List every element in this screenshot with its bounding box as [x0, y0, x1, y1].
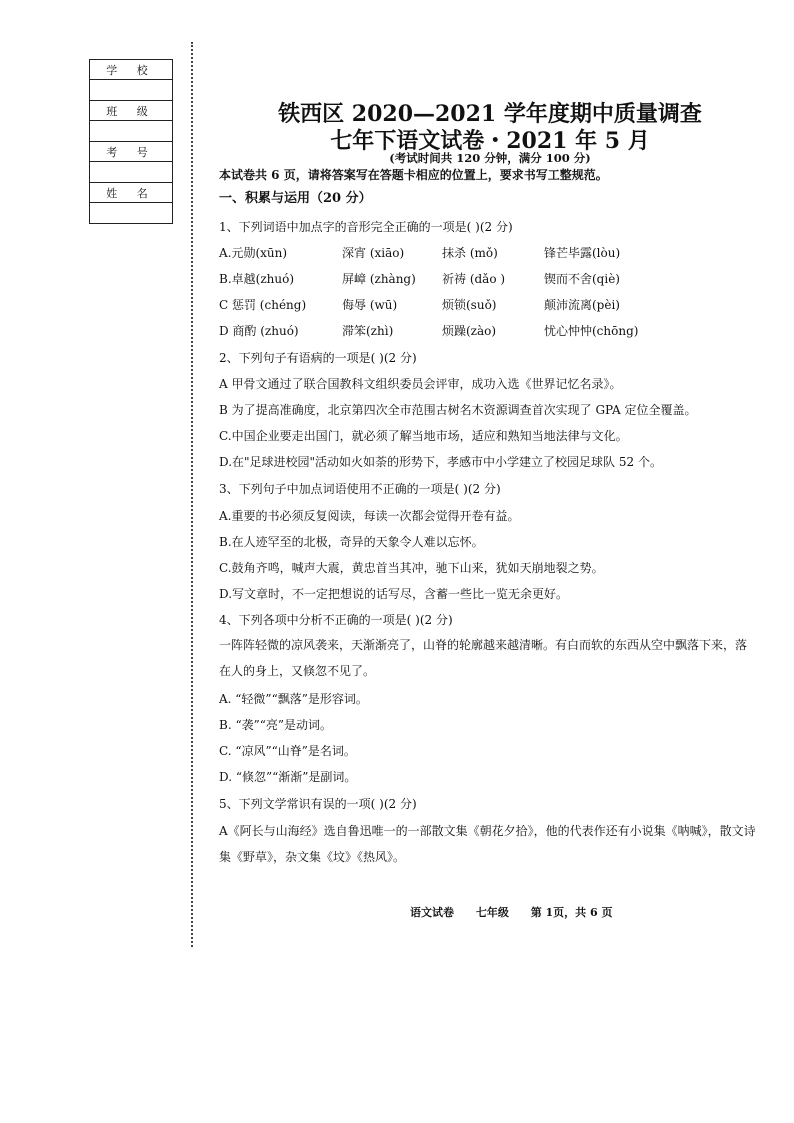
binding-cut-line — [191, 42, 193, 947]
q1-d-3: 烦躁(zào) — [442, 324, 497, 338]
q1-b-1: B.卓越(zhuó) — [219, 272, 295, 286]
exam-instructions: 本试卷共 6 页，请将答案写在答题卡相应的位置上，要求书写工整规范。 — [219, 168, 608, 182]
name-field[interactable] — [90, 203, 173, 224]
q3-option-d: D.写文章时，不一定把想说的话写尽，含蓄一些比一览无余更好。 — [219, 587, 569, 601]
q1-b-3: 祈祷 (dǎo ) — [442, 272, 506, 286]
footer-subject: 语文试卷 — [410, 906, 454, 919]
section1-heading: 一、积累与运用（20 分） — [219, 191, 372, 206]
exam-no-label: 考 号 — [90, 142, 173, 162]
exam-title-line2: 七年下语文试卷・2021 年 5 月 — [330, 128, 650, 154]
exam-title-line1: 铁西区 2020—2021 学年度期中质量调查 — [278, 101, 702, 127]
school-label: 学 校 — [90, 60, 173, 80]
q1-c-2: 侮辱 (wū) — [342, 298, 398, 312]
q3-option-a: A.重要的书必须反复阅读，每读一次都会觉得开卷有益。 — [219, 509, 520, 523]
q1-a-2: 深宵 (xiāo) — [342, 246, 405, 260]
class-label: 班 级 — [90, 101, 173, 121]
q4-passage: 一阵阵轻微的凉风袭来，天渐渐亮了，山脊的轮廓越来越清晰。有白而软的东西从空中飘落下来，落在人的身上，又倏忽不见了。 — [219, 638, 748, 678]
q2-option-b: B 为了提高准确度，北京第四次全市范围古树名木资源调查首次实现了 GPA 定位全覆盖。 — [219, 403, 697, 417]
q3-option-b: B.在人迹罕至的北极，奇异的天象令人难以忘怀。 — [219, 535, 484, 549]
q1-a-1: A.元勋(xūn) — [219, 246, 288, 260]
q1-c-4: 颠沛流离(pèi) — [544, 298, 620, 312]
page-footer — [410, 904, 630, 920]
q4-option-a: A. “轻微”“飘落”是形容词。 — [219, 692, 368, 706]
exam-time-note: (考试时间共 120 分钟，满分 100 分) — [389, 151, 591, 165]
exam-no-field[interactable] — [90, 162, 173, 183]
q1-d-1: D 商酌 (zhuó) — [219, 324, 299, 338]
footer-grade: 七年级 — [475, 906, 509, 919]
q1-c-3: 烦锁(suǒ) — [442, 298, 497, 312]
student-info-box — [89, 59, 173, 224]
q4-option-b: B. “袭”“亮”是动词。 — [219, 718, 332, 732]
q3-option-c: C.鼓角齐鸣，喊声大震，黄忠首当其冲，驰下山来，犹如天崩地裂之势。 — [219, 561, 604, 575]
q1-a-3: 抹杀 (mǒ) — [442, 246, 498, 260]
q4-option-d: D. “倏忽”“渐渐”是副词。 — [219, 770, 357, 784]
q3-stem: 3、下列句子中加点词语使用不正确的一项是( )(2 分) — [219, 482, 501, 496]
name-label: 姓 名 — [90, 183, 173, 203]
q1-d-2: 滞笨(zhì) — [342, 324, 394, 338]
class-field[interactable] — [90, 121, 173, 142]
q2-option-d: D.在"足球进校园"活动如火如荼的形势下，孝感市中小学建立了校园足球队 52 个。 — [219, 455, 662, 469]
q1-a-4: 锋芒毕露(lòu) — [544, 246, 621, 260]
q1-c-1: C 惩罚 (chéng) — [219, 298, 307, 312]
footer-page-number: 第 1页，共 6 页 — [530, 906, 613, 919]
q4-option-c: C. “凉风”“山脊”是名词。 — [219, 744, 356, 758]
q2-option-c: C.中国企业要走出国门，就必须了解当地市场，适应和熟知当地法律与文化。 — [219, 429, 628, 443]
q5-stem: 5、下列文学常识有误的一项( )(2 分) — [219, 797, 417, 811]
q1-b-4: 锲而不舍(qiè) — [544, 272, 620, 286]
q2-option-a: A 甲骨文通过了联合国教科文组织委员会评审，成功入选《世界记忆名录》。 — [219, 377, 622, 391]
q2-stem: 2、下列句子有语病的一项是( )(2 分) — [219, 351, 417, 365]
school-field[interactable] — [90, 80, 173, 101]
q1-d-4: 忧心忡忡(chōng) — [544, 324, 639, 338]
q5-option-a: A《阿长与山海经》选自鲁迅唯一的一部散文集《朝花夕拾》，他的代表作还有小说集《呐喊》，散文诗集《野草》，杂文集《坟》《热风》。 — [219, 824, 756, 864]
q4-stem: 4、下列各项中分析不正确的一项是( )(2 分) — [219, 613, 453, 627]
q1-b-2: 屏嶂 (zhàng) — [342, 272, 416, 286]
q1-stem: 1、下列词语中加点字的音形完全正确的一项是( )(2 分) — [219, 220, 513, 234]
